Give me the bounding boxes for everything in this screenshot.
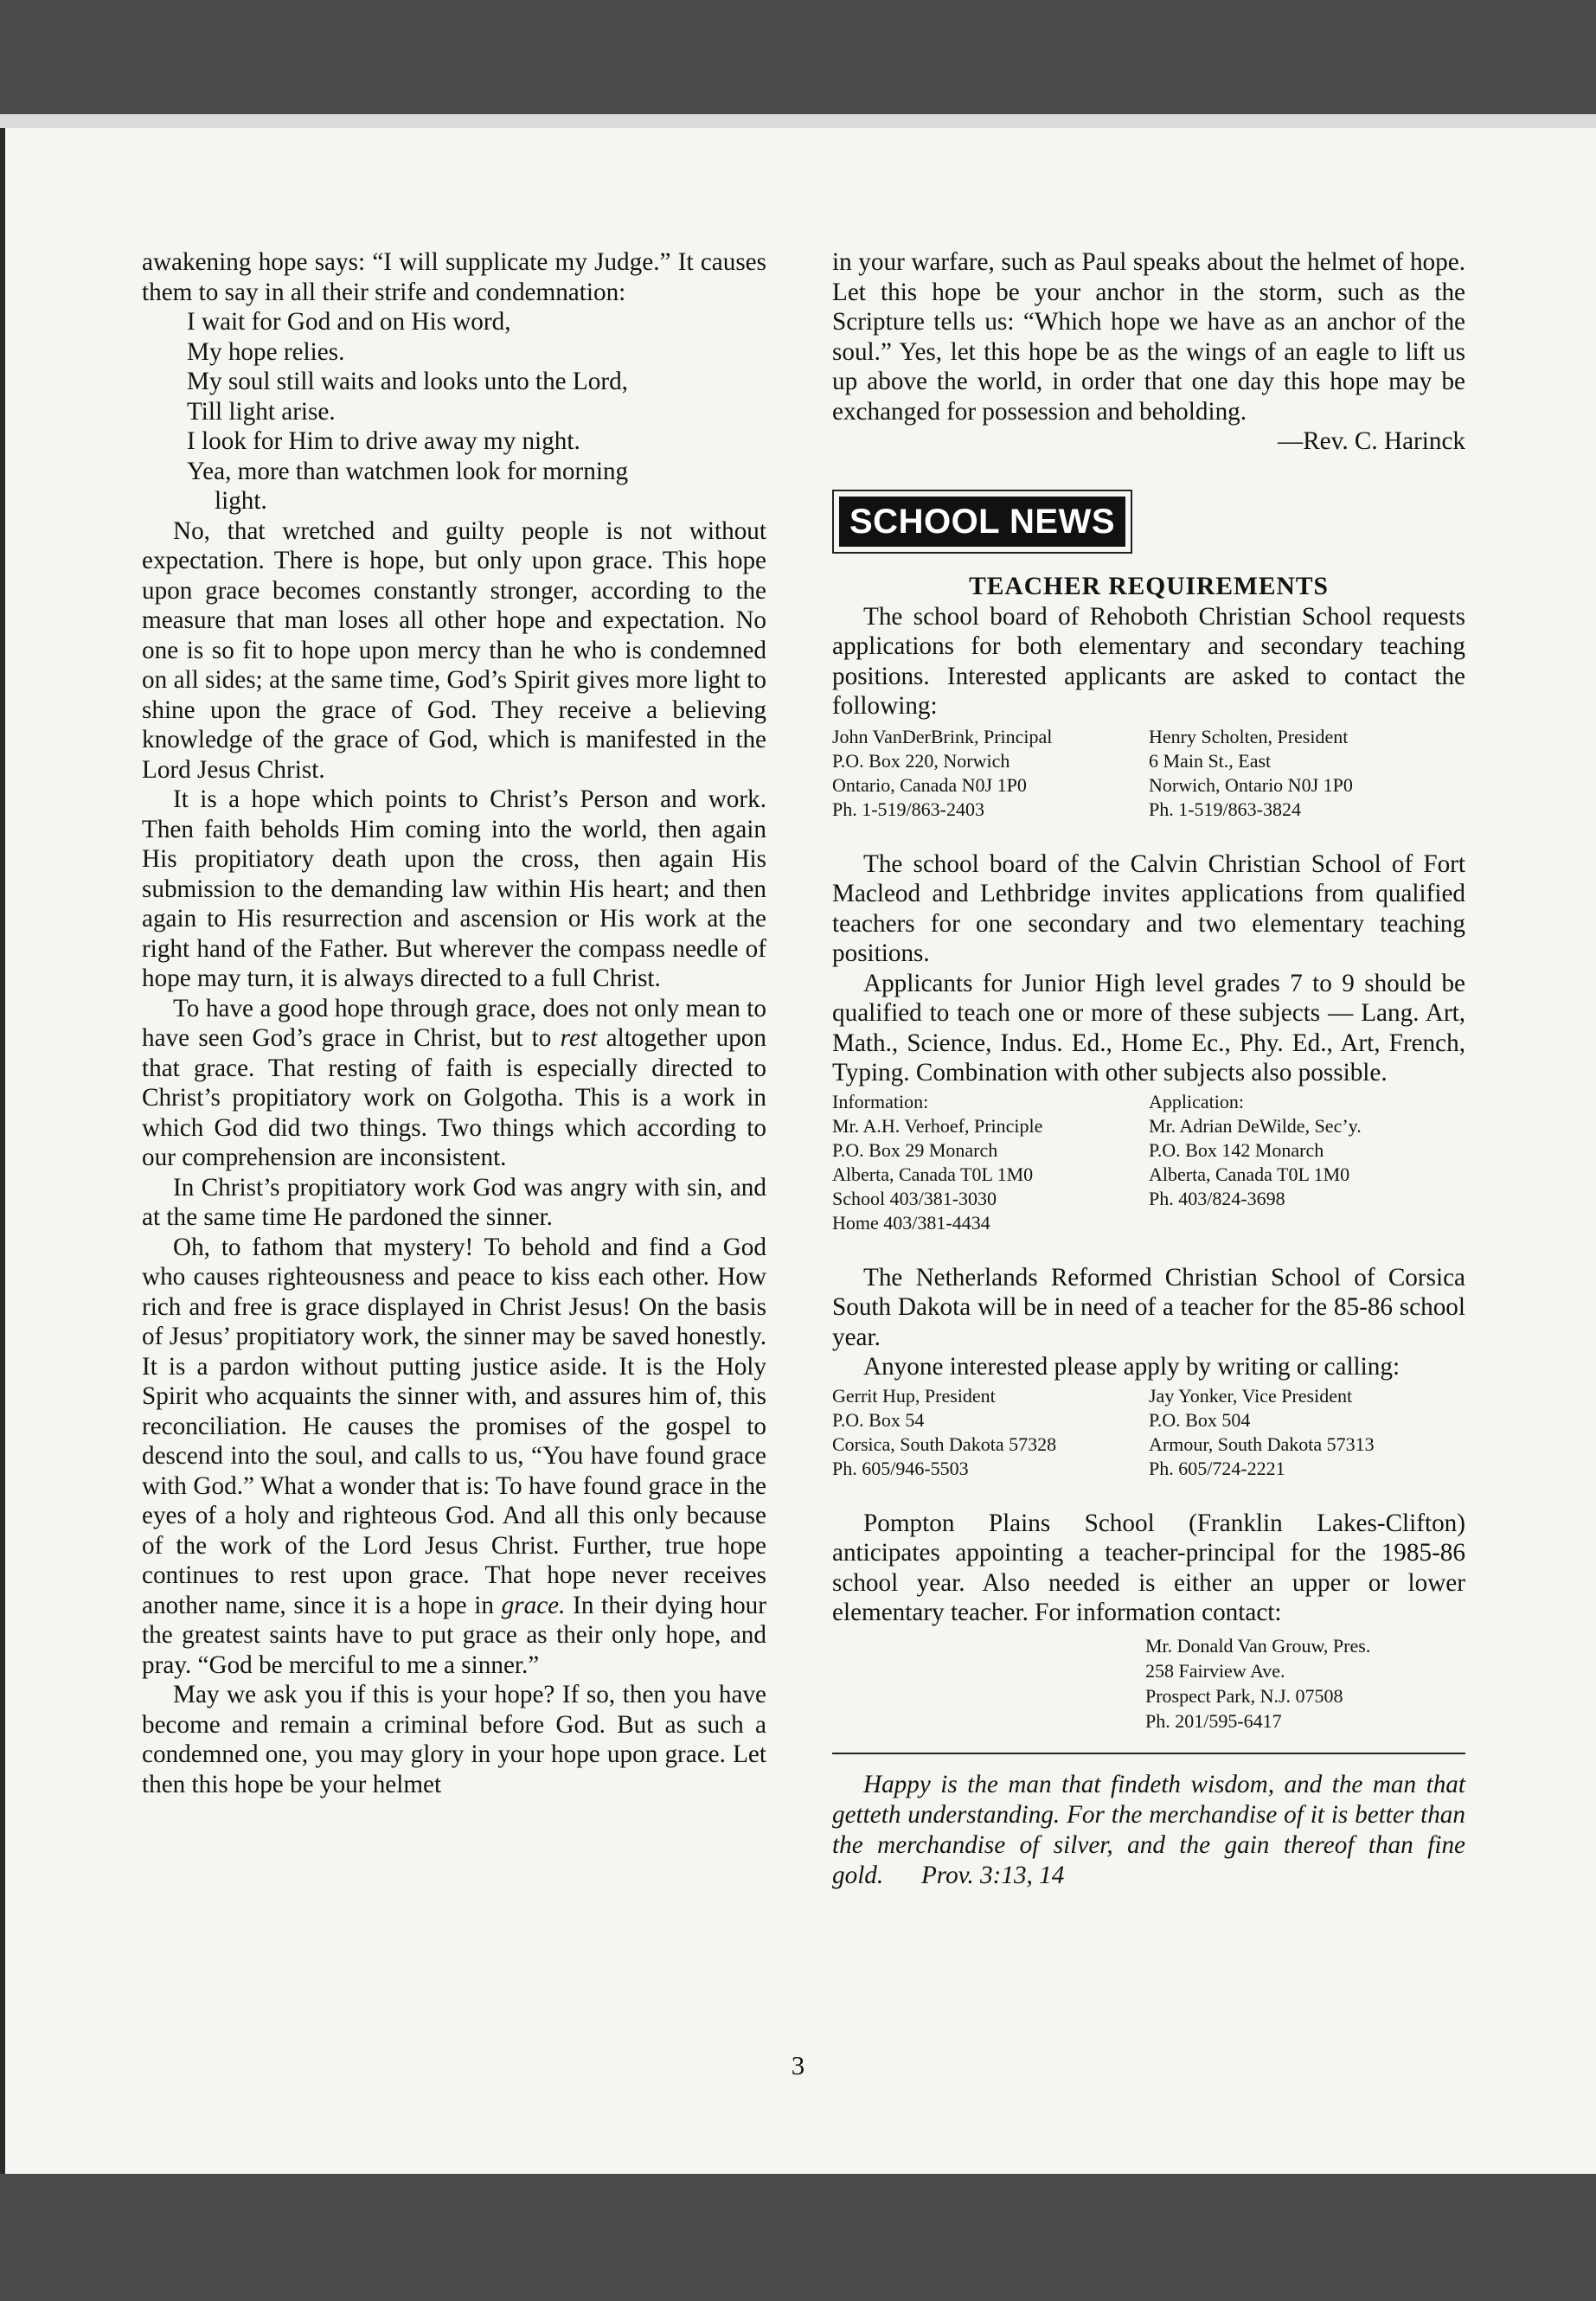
verse-line: I look for Him to drive away my night.: [187, 427, 580, 455]
contact-line: P.O. Box 504: [1149, 1408, 1251, 1431]
contact-line: Mr. Adrian DeWilde, Sec’y.: [1149, 1114, 1362, 1137]
contact-line: Ph. 605/724-2221: [1149, 1457, 1285, 1479]
divider: [832, 1753, 1465, 1754]
contact-column: [1145, 1384, 1462, 1481]
contact-column: [1145, 1633, 1465, 1734]
ad-calvin-text: The school board of the Calvin Christian School of Fort Macleod and Lethbridge invites applications from qualified teachers for one secondary and two elementary teaching positions.: [832, 849, 1465, 967]
paragraph: In Christ’s propitiatory work God was angry with sin, and at the same time He pardoned the sinner.: [142, 1173, 766, 1231]
contact-line: Armour, South Dakota 57313: [1149, 1433, 1375, 1455]
paragraph: No, that wretched and guilty people is not without expectation. There is hope, but only upon grace. This hope upon grace becomes constantly stronger, according to the measure that man loses all other hope and expectation. No one is so fit to hope upon mercy than he who is condemned on all sides; at the same time, God’s Spirit gives more light to shine upon the grace of God. They receive a believing knowledge of the grace of God, which is manifested in the Lord Jesus Christ.: [142, 516, 766, 784]
contact-line: P.O. Box 54: [832, 1408, 925, 1431]
contact-column: [1145, 725, 1462, 822]
contact-line: Norwich, Ontario N0J 1P0: [1149, 773, 1353, 796]
verse-block: [142, 307, 766, 516]
verse-line: light.: [215, 487, 267, 515]
text-span: altogether upon that grace. That resting of faith is especially directed to Christ’s propitiatory work on Golgotha. This is a work in which God did two things. Two things which according to our comprehension are inconsistent.: [142, 1024, 766, 1171]
contact-line: John VanDerBrink, Principal: [832, 725, 1053, 747]
verse-line: I wait for God and on His word,: [187, 308, 511, 336]
contact-line: Alberta, Canada T0L 1M0: [832, 1163, 1034, 1185]
contact-block: [832, 1090, 1465, 1235]
paragraph: in your warfare, such as Paul speaks about the helmet of hope. Let this hope be your anchor in the storm, such as the Scripture tells us: “Which hope we have as an anchor of the soul.” Yes, let this hope be as the wings of an eagle to lift us up above the world, in order that one day this hope may be exchanged for possession and beholding.: [832, 248, 1465, 426]
contact-column: [832, 725, 1145, 822]
emphasis: rest: [560, 1024, 598, 1052]
contact-line: Henry Scholten, President: [1149, 725, 1349, 747]
paragraph: [142, 1233, 766, 1681]
contact-column: [1145, 1090, 1462, 1235]
paragraph: [142, 994, 766, 1173]
contact-line: Mr. Donald Van Grouw, Pres.: [1145, 1634, 1371, 1657]
contact-line: Gerrit Hup, President: [832, 1384, 996, 1407]
page-left-edge: [0, 128, 5, 2174]
verse-line: Till light arise.: [187, 397, 336, 426]
right-column: [832, 247, 1465, 1891]
author-signature: —Rev. C. Harinck: [1278, 427, 1465, 455]
contact-line: Information:: [832, 1090, 929, 1112]
text-span: To have a good hope through grace, does not only mean to have seen God’s grace in Christ, but to: [142, 994, 766, 1052]
page-top-edge: [0, 114, 1596, 128]
contact-line: Application:: [1149, 1090, 1244, 1112]
contact-line: Ph. 605/946-5503: [832, 1457, 969, 1479]
scripture-quote: [832, 1770, 1465, 1891]
verse-line: My hope relies.: [187, 337, 345, 366]
contact-line: 258 Fairview Ave.: [1145, 1659, 1285, 1682]
contact-line: Ontario, Canada N0J 1P0: [832, 773, 1027, 796]
contact-line: 6 Main St., East: [1149, 749, 1272, 772]
contact-line: School 403/381-3030: [832, 1187, 997, 1209]
quote-text: Happy is the man that findeth wisdom, and the man that getteth understanding. For the merchandise of it is better than the merchandise of silver, and the gain thereof than fine gold.: [832, 1770, 1465, 1889]
contact-line: Ph. 1-519/863-3824: [1149, 798, 1301, 820]
ad-calvin-subjects: Applicants for Junior High level grades 7 to 9 should be qualified to teach one or more of these subjects — Lang. Art, Math., Science, Indus. Ed., Home Ec., Phy. Ed., Art, French, Typing. Combination with other subjects also possible.: [832, 969, 1465, 1086]
school-news-banner: [832, 490, 1132, 554]
paragraph: It is a hope which points to Christ’s Person and work. Then faith beholds Him coming into the world, then again His propitiatory death upon the cross, then again His submission to the demanding law within His heart; and then again to His resurrection and ascension or His work at the right hand of the Father. But wherever the compass needle of hope may turn, it is always directed to a full Christ.: [142, 785, 766, 992]
text-span: In their dying hour the greatest saints have to put grace as their only hope, and pray. “God be merciful to me a sinner.”: [142, 1591, 766, 1679]
contact-column: [832, 1384, 1145, 1481]
contact-line: Mr. A.H. Verhoef, Principle: [832, 1114, 1043, 1137]
contact-block: [832, 725, 1465, 822]
emphasis: grace.: [501, 1591, 566, 1619]
ad-netherlands-apply: Anyone interested please apply by writing or calling:: [863, 1353, 1401, 1381]
banner-label: SCHOOL NEWS: [839, 497, 1125, 547]
contact-block: [832, 1384, 1465, 1481]
ad-pompton-text: Pompton Plains School (Franklin Lakes-Clifton) anticipates appointing a teacher-principal for the 1985-86 school year. Also needed is either an upper or lower elementary teacher. For information contact:: [832, 1509, 1465, 1626]
contact-line: Alberta, Canada T0L 1M0: [1149, 1163, 1350, 1185]
contact-line: Prospect Park, N.J. 07508: [1145, 1684, 1343, 1707]
section-heading: TEACHER REQUIREMENTS: [969, 572, 1329, 600]
quote-reference: Prov. 3:13, 14: [920, 1861, 1065, 1889]
page-number: 3: [791, 2050, 805, 2080]
left-column: [142, 247, 766, 1799]
contact-line: Home 403/381-4434: [832, 1211, 990, 1234]
contact-line: Corsica, South Dakota 57328: [832, 1433, 1057, 1455]
paragraph: May we ask you if this is your hope? If so, then you have become and remain a criminal before God. But as such a condemned one, you may glory in your hope upon grace. Let then this hope be your helmet: [142, 1681, 766, 1798]
contact-line: P.O. Box 29 Monarch: [832, 1138, 998, 1161]
contact-line: Ph. 201/595-6417: [1145, 1709, 1282, 1732]
text-span: Oh, to fathom that mystery! To behold and find a God who causes righteousness and peace to kiss each other. How rich and free is grace displayed in Christ Jesus! On the basis of Jesus’ propitiatory work, the sinner may be saved honestly. It is a pardon without putting justice aside. It is the Holy Spirit who acquaints the sinner with, and assures him of, this reconciliation. He causes the promises of the gospel to descend into the soul, and calls to us, “You have found grace with God.” What a wonder that is: To have found grace in the eyes of a holy and righteous God. And all this only because of the work of the Lord Jesus Christ. Further, true hope continues to rest upon grace. That hope never receives another name, since it is a hope in: [142, 1233, 766, 1619]
ad-netherlands-text: The Netherlands Reformed Christian School of Corsica South Dakota will be in need of a teacher for the 85-86 school year.: [832, 1263, 1465, 1351]
verse-line: Yea, more than watchmen look for morning: [187, 457, 629, 485]
verse-line: My soul still waits and looks unto the Lord,: [187, 368, 628, 395]
contact-line: Ph. 1-519/863-2403: [832, 798, 984, 820]
ad-rehoboth-text: The school board of Rehoboth Christian School requests applications for both elementary and secondary teaching positions. Interested applicants are asked to contact the following:: [832, 602, 1465, 720]
contact-line: P.O. Box 220, Norwich: [832, 749, 1010, 772]
paragraph: awakening hope says: “I will supplicate my Judge.” It causes them to say in all their strife and condemnation:: [142, 248, 766, 306]
contact-line: P.O. Box 142 Monarch: [1149, 1138, 1324, 1161]
contact-line: Ph. 403/824-3698: [1149, 1187, 1285, 1209]
contact-line: Jay Yonker, Vice President: [1149, 1384, 1353, 1407]
contact-column: [832, 1090, 1145, 1235]
